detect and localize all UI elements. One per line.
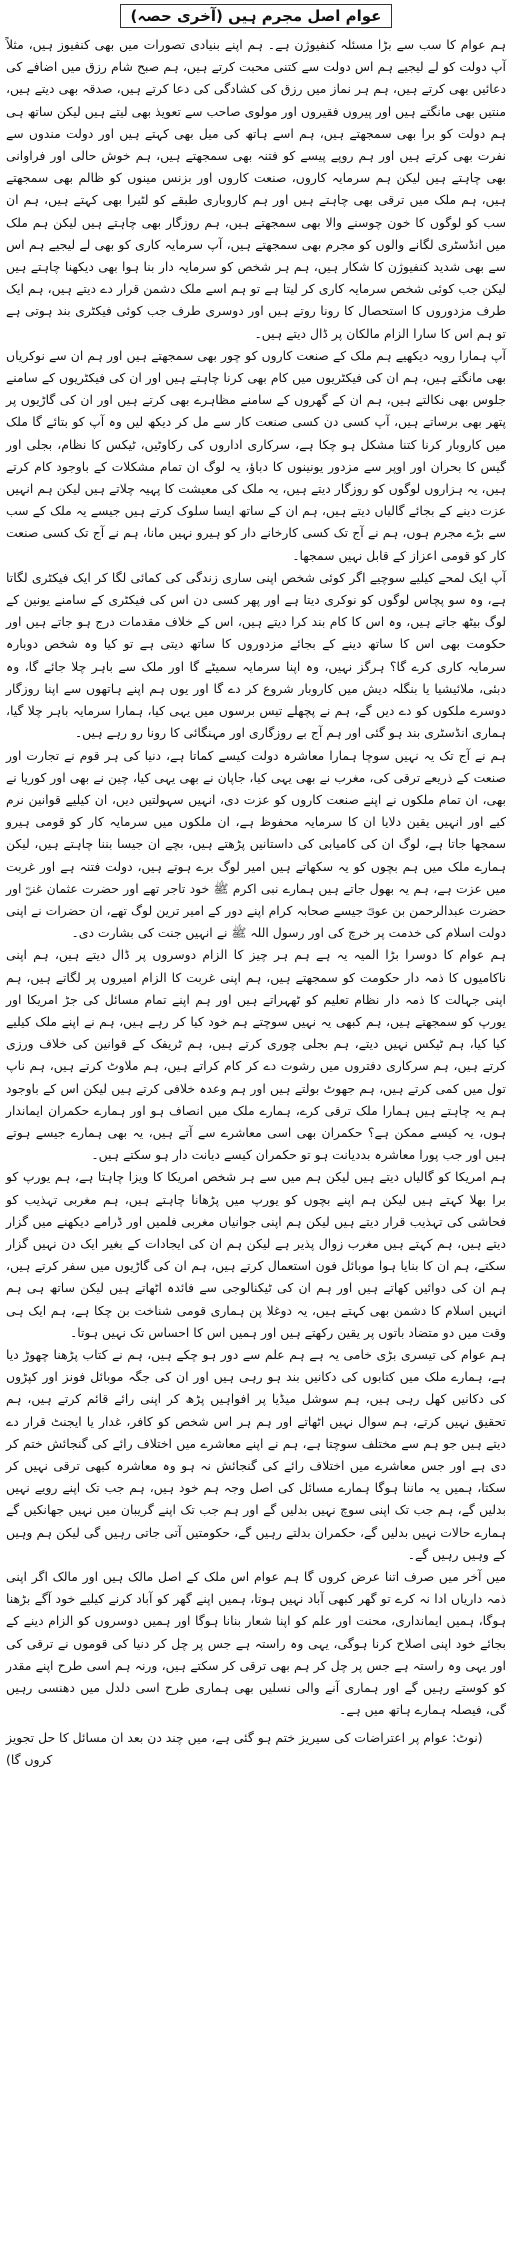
column-paragraph: ہم نے آج تک یہ نہیں سوچا ہمارا معاشرہ دولت کیسے کماتا ہے، دنیا کی ہر قوم نے تجارت اور صنعت کے ذریعے ترقی کی، مغرب نے بھی یہی کیا، جاپان نے بھی یہی کیا، چین نے بھی اور کوریا نے بھی، ان تمام ملکوں نے اپنے صنعت کاروں کو عزت دی، انہیں سہولتیں دیں، ان کیلیے قوانین نرم کیے اور انہیں یقین دلایا ان کا سرمایہ محفوظ ہے، ان ملکوں میں سرمایہ کار کو قومی ہیرو سمجھا جاتا ہے، لوگ ان کی کامیابی کی داستانیں پڑھتے ہیں، بچے ان جیسا بننا چاہتے ہیں، لیکن ہمارے ملک میں ہم بچوں کو یہ سکھاتے ہیں امیر لوگ برے ہوتے ہیں، دولت فتنہ ہے اور غربت میں عزت ہے، ہم یہ بھول جاتے ہیں ہمارے نبی اکرم ﷺ خود تاجر تھے اور حضرت عثمان غنیؓ اور حضرت عبدالرحمن بن عوفؓ جیسے صحابہ کرام اپنے دور کے امیر ترین لوگ تھے، ان حضرات نے اپنی دولت اسلام کی خدمت پر خرچ کی اور رسول اللہ ﷺ نے انہیں جنت کی بشارت دی۔	[6, 747, 506, 941]
column-paragraph: آپ ایک لمحے کیلیے سوچیے اگر کوئی شخص اپنی ساری زندگی کی کمائی لگا کر ایک فیکٹری لگاتا ہے، وہ سو پچاس لوگوں کو نوکری دیتا ہے اور پھر کسی دن اس کی فیکٹری کے سامنے یونین کے لوگ بیٹھ جاتے ہیں، وہ اس کا کام بند کرا دیتے ہیں، اس کے خلاف مقدمات درج ہو جاتے ہیں اور حکومت بھی اس کا ساتھ دینے کے بجائے مزدوروں کا ساتھ دیتی ہے تو کیا وہ شخص دوبارہ سرمایہ کاری کرے گا؟ ہرگز نہیں، وہ اپنا سرمایہ سمیٹے گا اور ملک سے باہر چلا جائے گا، وہ دبئی، ملائیشیا یا بنگلہ دیش میں کاروبار شروع کر دے گا اور یوں ہم اپنے ہاتھوں سے اپنا روزگار دوسرے ملکوں کو دے دیں گے، ہم نے پچھلے تیس برسوں میں یہی کیا، ہمارا سرمایہ باہر چلا گیا، ہماری انڈسٹری بند ہو گئی اور ہم آج بے روزگاری اور مہنگائی کا رونا رو رہے ہیں۔	[6, 569, 506, 741]
column-paragraph: ہم عوام کا دوسرا بڑا المیہ یہ ہے ہم ہر چیز کا الزام دوسروں پر ڈال دیتے ہیں، ہم اپنی ناکامیوں کا ذمہ دار حکومت کو سمجھتے ہیں، ہم اپنی غربت کا الزام امیروں پر لگاتے ہیں، ہم اپنی جہالت کا ذمہ دار نظام تعلیم کو ٹھہراتے ہیں اور ہم اپنے تمام مسائل کی جڑ امریکا اور یورپ کو سمجھتے ہیں، ہم کبھی یہ نہیں سوچتے ہم خود کیا کر رہے ہیں، ہم نے اپنے ملک کیلیے کیا کیا، ہم ٹیکس نہیں دیتے، ہم بجلی چوری کرتے ہیں، ہم ٹریفک کے قوانین کی خلاف ورزی کرتے ہیں، ہم سرکاری دفتروں میں رشوت دے کر کام کراتے ہیں، ہم ملاوٹ کرتے ہیں، ہم ناپ تول میں کمی کرتے ہیں، ہم جھوٹ بولتے ہیں اور ہم وعدہ خلافی کرتے ہیں لیکن اس کے باوجود ہم یہ چاہتے ہیں ہمارا ملک ترقی کرے، ہمارے ملک میں انصاف ہو اور ہمارے حکمران ایماندار ہوں، یہ کیسے ممکن ہے؟ حکمران بھی اسی معاشرے سے آتے ہیں، یہ بھی ہمارے جیسے ہوتے ہیں اور جب پورا معاشرہ بددیانت ہو تو حکمران کیسے دیانت دار ہو سکتے ہیں۔	[6, 947, 506, 1163]
column-paragraph: میں آخر میں صرف اتنا عرض کروں گا ہم عوام اس ملک کے اصل مالک ہیں اور مالک اگر اپنی ذمہ داریاں ادا نہ کرے تو گھر کبھی آباد نہیں ہوتا، ہمیں اپنے گھر کو آباد کرنے کیلیے خود آگے بڑھنا ہوگا، ہمیں ایمانداری، محنت اور علم کو اپنا شعار بنانا ہوگا اور ہمیں دوسروں کو الزام دینے کے بجائے خود اپنی اصلاح کرنا ہوگی، یہی وہ راستہ ہے جس پر چل کر دنیا کی قوموں نے ترقی کی اور یہی وہ راستہ ہے جس پر چل کر ہم بھی ترقی کر سکتے ہیں، ورنہ ہم اسی طرح اپنے مقدر کو کوستے رہیں گے اور ہماری آنے والی نسلیں بھی ہماری طرح اسی دلدل میں دھنسی رہیں گی، فیصلہ ہمارے ہاتھ میں ہے۔	[6, 1569, 506, 1718]
column-paragraph: ہم امریکا کو گالیاں دیتے ہیں لیکن ہم میں سے ہر شخص امریکا کا ویزا چاہتا ہے، ہم یورپ کو برا بھلا کہتے ہیں لیکن ہم اپنے بچوں کو یورپ میں پڑھانا چاہتے ہیں، ہم مغربی تہذیب کو فحاشی کی تہذیب قرار دیتے ہیں لیکن ہم اپنی جوانیاں مغربی فلمیں اور ڈرامے دیکھنے میں گزار دیتے ہیں، ہم کہتے ہیں مغرب زوال پذیر ہے لیکن ہم ان کی ایجادات کے بغیر ایک دن نہیں گزار سکتے، ہم ان کا بنایا ہوا موبائل فون استعمال کرتے ہیں، ہم ان کی گاڑیوں میں سفر کرتے ہیں، ہم ان کی دوائیں کھاتے ہیں اور ہم ان کی ٹیکنالوجی سے فائدہ اٹھاتے ہیں لیکن ساتھ ہی ہم انہیں اسلام کا دشمن بھی کہتے ہیں، یہ دوغلا پن ہماری قومی شناخت بن چکا ہے، ہم ایک ہی وقت میں دو متضاد باتوں پر یقین رکھتے ہیں اور ہمیں اس کا احساس تک نہیں ہوتا۔	[6, 1169, 506, 1340]
column-footnote: (نوٹ: عوام پر اعتراضات کی سیریز ختم ہو گئی ہے، میں چند دن بعد ان مسائل کا حل تجویز کروں گا)	[6, 1730, 483, 1768]
column-title	[6, 4, 506, 28]
column-paragraph: آپ ہمارا رویہ دیکھیے ہم ملک کے صنعت کاروں کو چور بھی سمجھتے ہیں اور ہم ان سے نوکریاں بھی مانگتے ہیں، ہم ان کی فیکٹریوں میں کام بھی کرنا چاہتے ہیں اور ان کی فیکٹریوں کے سامنے جلوس بھی نکالتے ہیں، ہم ان کے گھروں کے سامنے مظاہرے بھی کرتے ہیں اور ان کی گاڑیوں پر پتھر بھی برساتے ہیں، آپ کسی دن کسی صنعت کار سے مل کر دیکھ لیں وہ آپ کو بتائے گا ملک میں کاروبار کرنا کتنا مشکل ہو چکا ہے، سرکاری اداروں کی رکاوٹیں، ٹیکس کا نظام، بجلی اور گیس کا بحران اور اوپر سے مزدور یونینوں کا دباؤ، یہ لوگ ان تمام مشکلات کے باوجود کام کرتے ہیں، یہ ہزاروں لوگوں کو روزگار دیتے ہیں، یہ ملک کی معیشت کا پہیہ چلاتے ہیں لیکن ہم انہیں عزت دینے کے بجائے گالیاں دیتے ہیں، ہم ان کے ساتھ ایسا سلوک کرتے ہیں جیسے یہ ملک کے سب سے بڑے مجرم ہوں، ہم نے آج تک کسی کارخانے دار کو ہیرو نہیں مانا، ہم نے آج تک کسی صنعت کار کو قومی اعزاز کے قابل نہیں سمجھا۔	[6, 347, 506, 563]
column-title-text: عوام اصل مجرم ہیں (آخری حصہ)	[120, 4, 393, 28]
column-paragraph: ہم عوام کی تیسری بڑی خامی یہ ہے ہم علم سے دور ہو چکے ہیں، ہم نے کتاب پڑھنا چھوڑ دیا ہے، ہمارے ملک میں کتابوں کی دکانیں بند ہو رہی ہیں اور ان کی جگہ موبائل فونز اور کپڑوں کی دکانیں کھل رہی ہیں، ہم سوشل میڈیا پر افواہیں پڑھ کر اپنی رائے قائم کرتے ہیں، ہم تحقیق نہیں کرتے، ہم سوال نہیں اٹھاتے اور ہم ہر اس شخص کو کافر، غدار یا ایجنٹ قرار دے دیتے ہیں جو ہم سے مختلف سوچتا ہے، ہم نے اپنے معاشرے میں اختلاف رائے کی گنجائش ختم کر دی ہے اور جس معاشرے میں اختلاف رائے کی گنجائش نہ ہو وہ معاشرہ کبھی ترقی نہیں کر سکتا، ہمیں یہ ماننا ہوگا ہمارے مسائل کی اصل وجہ ہم خود ہیں، ہم جب تک اپنے رویے نہیں بدلیں گے، ہم جب تک اپنی سوچ نہیں بدلیں گے اور ہم جب تک اپنے گریبان میں نہیں جھانکیں گے ہمارے حالات نہیں بدلیں گے، حکمران بدلتے رہیں گے، حکومتیں آتی جاتی رہیں گی لیکن ہم وہیں کے وہیں رہیں گے۔	[6, 1346, 506, 1562]
column-body	[6, 34, 506, 1721]
column-paragraph: ہم عوام کا سب سے بڑا مسئلہ کنفیوژن ہے۔ ہم اپنے بنیادی تصورات میں بھی کنفیوز ہیں، مثلاً آپ دولت کو لے لیجیے ہم اس دولت سے کتنی محبت کرتے ہیں، ہم صبح شام رزق میں اضافے کی دعائیں بھی کرتے ہیں، ہم ہر نماز میں رزق کی کشادگی کی دعا کرتے ہیں، صدقہ بھی دیتے ہیں، منتیں بھی مانگتے ہیں اور پیروں فقیروں اور مولوی صاحب سے تعویذ بھی لیتے ہیں لیکن ساتھ ہی ہم دولت کو برا بھی سمجھتے ہیں، ہم اسے ہاتھ کی میل بھی کہتے ہیں اور دولت مندوں سے نفرت بھی کرتے ہیں اور ہم روپے پیسے کو فتنہ بھی سمجھتے ہیں، ہم خوش حالی اور فراوانی بھی چاہتے ہیں لیکن ہم سرمایہ کاروں، صنعت کاروں اور بزنس مینوں کو ظالم بھی سمجھتے ہیں، ہم ملک میں ترقی بھی چاہتے ہیں اور ہم کاروباری طبقے کو لٹیرا بھی کہتے ہیں، ہم ان سب کو لوگوں کا خون چوسنے والا بھی سمجھتے ہیں، ہم روزگار بھی چاہتے ہیں لیکن ہم ملک میں انڈسٹری لگانے والوں کو مجرم بھی سمجھتے ہیں، آپ سرمایہ کاری کو بھی لے لیجیے ہم اس سے بھی شدید کنفیوژن کا شکار ہیں، ہم ہر شخص کو سرمایہ دار بنا ہوا بھی دیکھنا چاہتے ہیں لیکن جب کوئی شخص سرمایہ کاری کر لیتا ہے تو ہم اسے ملک دشمن قرار دے دیتے ہیں، ہم ایک طرف مزدوروں کا استحصال کا رونا روتے ہیں اور دوسری طرف جب کوئی فیکٹری بند ہوتی ہے تو ہم اس کا سارا الزام مالکان پر ڈال دیتے ہیں۔	[6, 37, 506, 341]
